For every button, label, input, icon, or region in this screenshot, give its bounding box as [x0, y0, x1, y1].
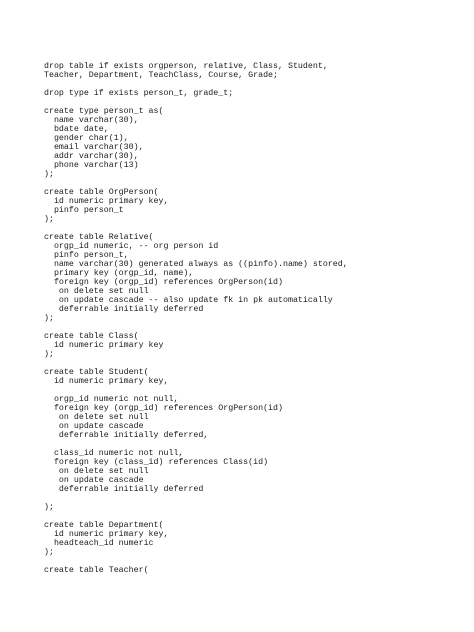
blank-line	[44, 557, 348, 566]
code-line: foreign key (orgp_id) references OrgPerson(id)	[44, 278, 283, 287]
code-line: name varchar(30) generated always as ((pinfo).name) stored,	[44, 260, 348, 269]
blank-line	[44, 440, 348, 449]
code-line: create table Department(	[44, 521, 164, 530]
code-line: orgp_id numeric, -- org person id	[44, 242, 219, 251]
blank-line	[44, 386, 348, 395]
code-line: create table Relative(	[44, 233, 154, 242]
blank-line	[44, 323, 348, 332]
code-line: drop table if exists orgperson, relative, Class, Student,	[44, 62, 328, 71]
code-line: );	[44, 548, 54, 557]
code-line: bdate date,	[44, 125, 109, 134]
code-line: );	[44, 170, 54, 179]
code-line: create table Class(	[44, 332, 139, 341]
code-line: deferrable initially deferred,	[44, 431, 209, 440]
code-line: deferrable initially deferred	[44, 305, 204, 314]
code-line: create table OrgPerson(	[44, 188, 159, 197]
code-line: id numeric primary key,	[44, 197, 169, 206]
code-line: create type person_t as(	[44, 107, 164, 116]
code-line: id numeric primary key,	[44, 377, 169, 386]
code-line: deferrable initially deferred	[44, 485, 204, 494]
code-line: on delete set null	[44, 287, 149, 296]
code-line: headteach_id numeric	[44, 539, 154, 548]
blank-line	[44, 98, 348, 107]
blank-line	[44, 512, 348, 521]
code-line: on update cascade -- also update fk in pk automatically	[44, 296, 333, 305]
code-line: pinfo person_t	[44, 206, 124, 215]
code-line: create table Teacher(	[44, 566, 149, 575]
code-line: pinfo person_t,	[44, 251, 129, 260]
code-line: on delete set null	[44, 413, 149, 422]
blank-line	[44, 359, 348, 368]
code-line: on update cascade	[44, 422, 144, 431]
code-line: drop type if exists person_t, grade_t;	[44, 89, 234, 98]
code-line: phone varchar(13)	[44, 161, 139, 170]
code-line: );	[44, 503, 54, 512]
code-line: foreign key (orgp_id) references OrgPerson(id)	[44, 404, 283, 413]
code-line: Teacher, Department, TeachClass, Course, Grade;	[44, 71, 279, 80]
code-line: create table Student(	[44, 368, 149, 377]
sql-code-block	[44, 62, 348, 575]
code-line: id numeric primary key,	[44, 530, 169, 539]
code-line: gender char(1),	[44, 134, 129, 143]
code-line: orgp_id numeric not null,	[44, 395, 179, 404]
code-line: foreign key (class_id) references Class(id)	[44, 458, 269, 467]
code-line: on delete set null	[44, 467, 149, 476]
blank-line	[44, 224, 348, 233]
code-line: );	[44, 350, 54, 359]
code-line: email varchar(30),	[44, 143, 144, 152]
blank-line	[44, 80, 348, 89]
code-line: id numeric primary key	[44, 341, 164, 350]
code-line: );	[44, 314, 54, 323]
code-line: );	[44, 215, 54, 224]
code-line: class_id numeric not null,	[44, 449, 184, 458]
code-line: on update cascade	[44, 476, 144, 485]
code-line: primary key (orgp_id, name),	[44, 269, 194, 278]
code-line: name varchar(30),	[44, 116, 139, 125]
code-line: addr varchar(30),	[44, 152, 139, 161]
blank-line	[44, 494, 348, 503]
blank-line	[44, 179, 348, 188]
